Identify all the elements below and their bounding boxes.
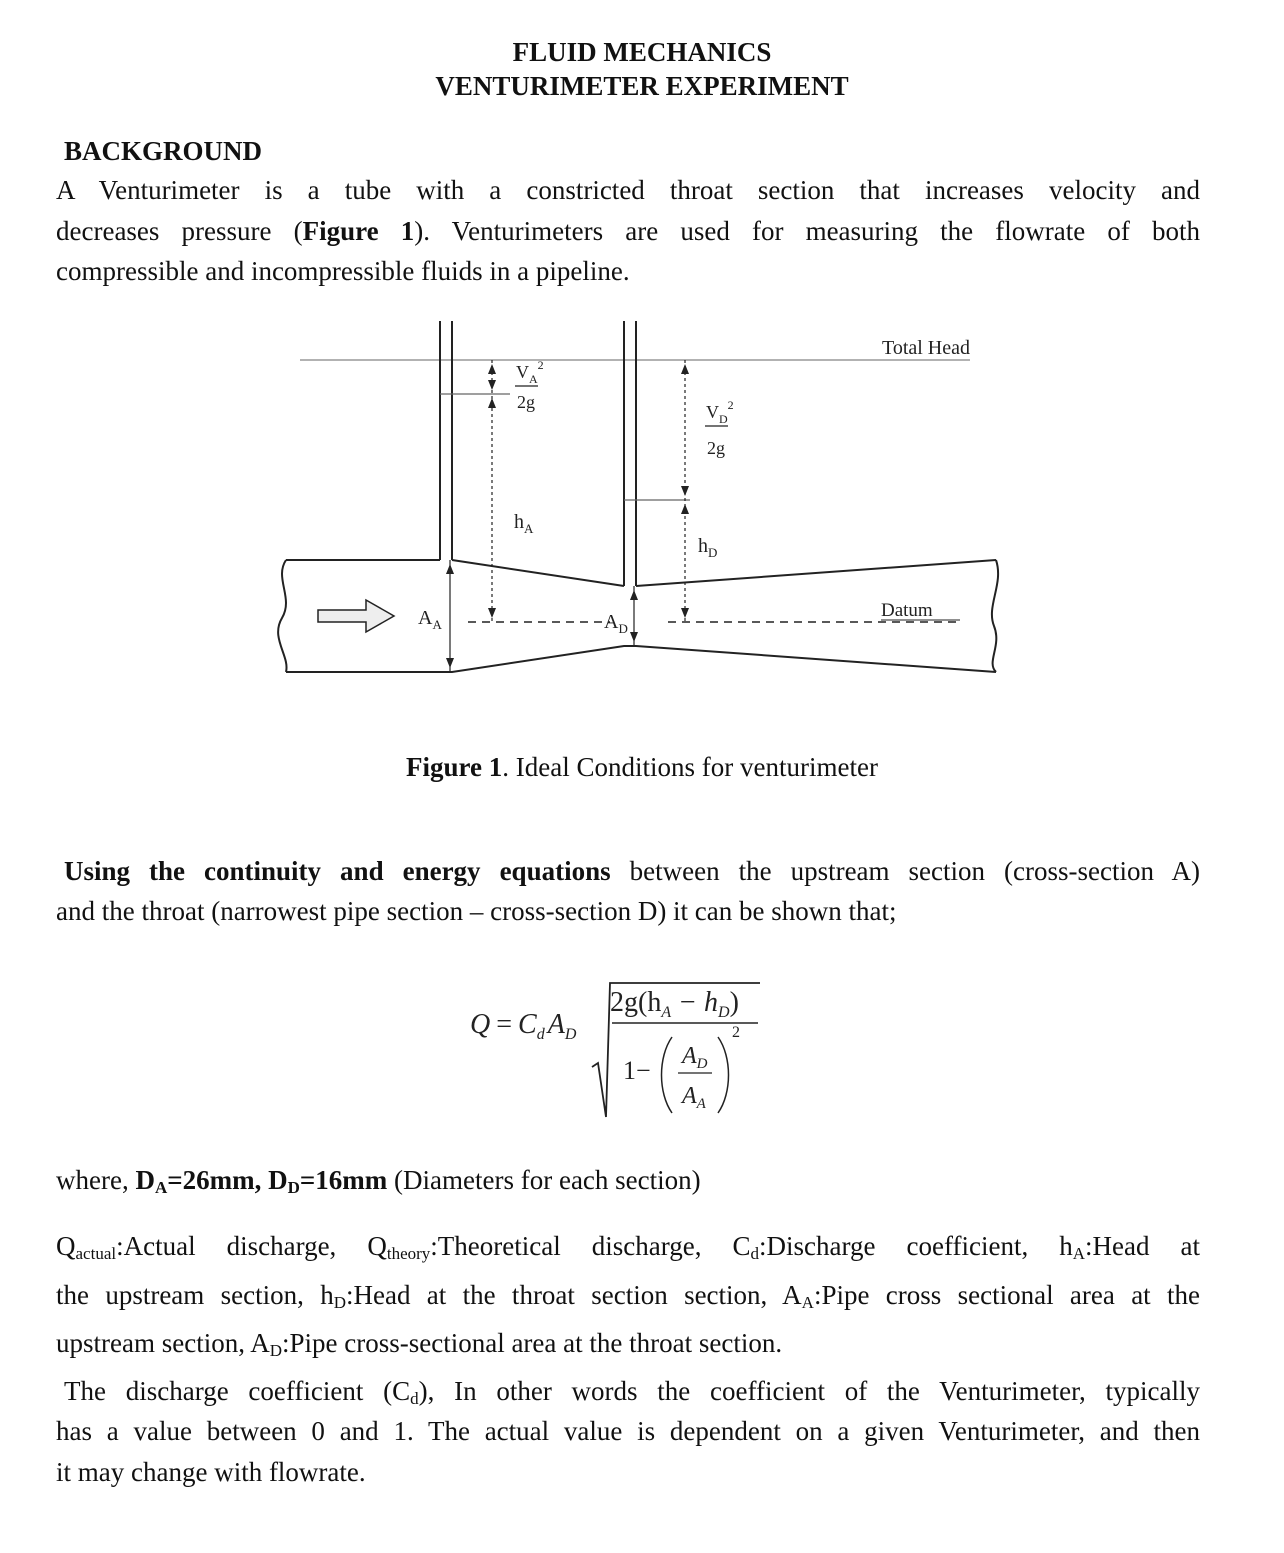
continuity-line-2: and the throat (narrowest pipe section – cross-section D) it can be shown that;: [56, 896, 897, 926]
bold-phrase: Using the continuity and energy equations: [64, 856, 611, 886]
discharge-line-3: it may change with flowrate.: [56, 1456, 366, 1487]
background-line-3: compressible and incompressible fluids in a pipeline.: [56, 256, 630, 286]
text-fragment: ). Venturimeters are used for measuring the flowrate of both: [414, 215, 1200, 246]
continuity-line-1: [64, 851, 1200, 892]
va-symbol: $V_A^2$: [516, 358, 544, 386]
arrowhead: [681, 364, 689, 374]
where-line: [56, 1160, 1200, 1209]
vd-denominator: 2g: [707, 438, 725, 458]
pipe-left-cap: [278, 560, 286, 672]
title-line-1: FLUID MECHANICS: [512, 37, 772, 67]
document-subtitle: [0, 62, 1284, 110]
formula-ratio-bottom: $A_A$: [682, 1083, 706, 1112]
background-paragraph: [56, 170, 1200, 292]
formula-ratio-top: $A_D$: [682, 1043, 708, 1072]
formula-one-minus: 1−: [623, 1056, 651, 1085]
arrowhead: [681, 608, 689, 618]
discharge-line-1: The discharge coefficient $(C_d)$, In other words the coefficient of the Venturimeter, typically: [64, 1376, 1201, 1408]
discharge-line-2: has a value between 0 and 1. The actual value is dependent on a given Venturimeter, and then: [56, 1416, 1200, 1446]
va-denominator: 2g: [517, 392, 535, 412]
pipe-top-wall-diverge: [636, 560, 996, 586]
caption-label: Figure 1: [406, 752, 503, 782]
continuity-paragraph: [64, 851, 1200, 892]
arrowhead: [488, 380, 496, 390]
figure-caption: [0, 752, 1284, 783]
discharge-paragraph-2: [56, 1411, 1200, 1492]
background-line-2: [56, 211, 1200, 252]
text-fragment: where,: [56, 1165, 136, 1195]
flow-arrow: [318, 600, 394, 632]
text-fragment: between the upstream section (cross-section A): [629, 856, 1200, 886]
formula-lhs: $Q = C_d$ $A_D$: [470, 1009, 577, 1043]
right-parenthesis: [718, 1037, 729, 1113]
pipe-bottom-wall: [286, 646, 996, 672]
arrowhead: [630, 632, 638, 642]
definitions-line-2: the upstream section, $h_D:Head$ at the throat section section, $A_A:Pipe$ cross sectional area at the: [56, 1279, 1200, 1312]
background-heading: BACKGROUND: [64, 136, 263, 166]
figure-reference: Figure 1: [302, 215, 415, 246]
aa-label: $A_A$: [418, 607, 442, 632]
background-line-1: A Venturimeter is a tube with a constricted throat section that increases velocity and: [56, 175, 1200, 205]
pipe-top-wall-converge: [452, 560, 624, 586]
arrowhead: [446, 658, 454, 668]
venturimeter-diagram: [270, 316, 1010, 696]
arrowhead: [446, 564, 454, 574]
title-line-2: VENTURIMETER EXPERIMENT: [435, 71, 849, 101]
formula-power: 2: [732, 1024, 740, 1041]
vd-symbol: $V_D^2$: [706, 398, 734, 426]
hd-label: $h_D$: [698, 535, 718, 560]
caption-text: . Ideal Conditions for venturimeter: [502, 752, 878, 782]
formula-numerator: $2g(h_A - h_D)$: [610, 987, 739, 1021]
definitions-line-3: upstream section, $A_D:Pipe$ cross-sectional area at the throat section.: [56, 1328, 783, 1360]
total-head-label: Total Head: [882, 337, 971, 359]
text-fragment: (Diameters for each section): [387, 1165, 701, 1195]
arrowhead: [681, 504, 689, 514]
diameter-d: $D_D=16mm$: [268, 1165, 388, 1197]
arrowhead: [488, 364, 496, 374]
definitions-line-1: $Q_{actual}:Actual$ discharge, $Q_{theory}:Theoretical$ discharge, $C_d:Discharge$ coefficient, $h_A:Head$ at: [56, 1231, 1201, 1263]
definitions-paragraph: [56, 1226, 1200, 1372]
arrowhead: [681, 486, 689, 496]
diameter-a: $D_A=26mm$,: [135, 1165, 269, 1197]
text-fragment: decreases pressure (: [56, 215, 303, 246]
left-parenthesis: [662, 1037, 673, 1113]
arrowhead: [488, 608, 496, 618]
discharge-formula: [460, 975, 780, 1125]
ha-label: $h_A$: [514, 511, 534, 536]
arrowhead: [488, 398, 496, 408]
continuity-paragraph-2: [56, 891, 1200, 932]
pipe-right-cap: [992, 560, 998, 672]
where-text: [56, 1160, 1200, 1209]
arrowhead: [630, 590, 638, 600]
ad-label: $A_D$: [604, 611, 628, 636]
datum-label: Datum: [881, 600, 933, 621]
